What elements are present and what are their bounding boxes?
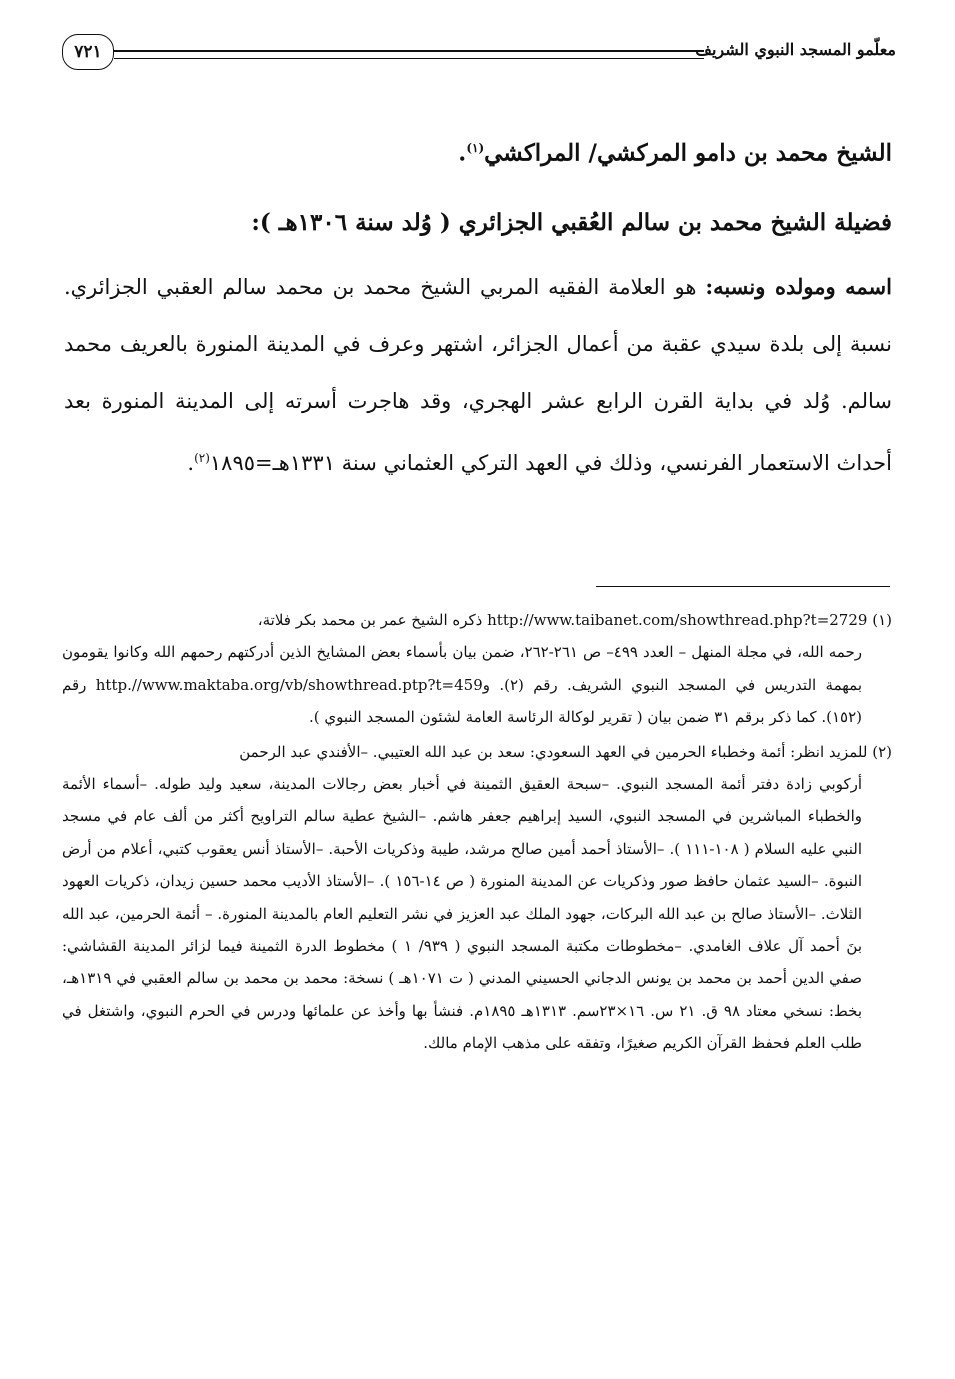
body-paragraph	[64, 258, 892, 492]
footnote-ref-2[interactable]: (٢)	[194, 451, 210, 465]
running-header	[62, 34, 896, 74]
footnote-1-mark: (١)	[872, 611, 892, 629]
paragraph-lead: اسمه ومولده ونسبه:	[705, 274, 892, 299]
heading-1-text: الشيخ محمد بن دامو المركشي/ المراكشي	[484, 139, 892, 167]
section-heading-2: فضيلة الشيخ محمد بن سالم العُقبي الجزائري ( وُلد سنة ١٣٠٦هـ ):	[251, 209, 892, 236]
footnote-ref-1[interactable]: (١)	[466, 141, 485, 155]
footnote-2-body: أركوبي زادة دفتر أئمة المسجد النبوي. –سبحة العقيق الثمينة في أخبار بعض رجالات المدينة، سعيد وليد طوله. –أسماء الأئمة والخطباء المباشرين في المسجد النبوي، السيد إبراهيم جعفر هاشم. –الشيخ عطية سالم التراويح أكثر من ألف عام في مسجد النبي عليه السلام ( ١٠٨-١١١ ). –الأستاذ أحمد أمين صالح مرشد، طيبة وذكريات الأحبة. –الأستاذ أنس يعقوب كتبي، أعلام من أرض النبوة. –السيد عثمان حافظ صور وذكريات عن المدينة المنورة ( ص ١٤-١٥٦ ). –الأستاذ الأديب محمد حسين زيدان، ذكريات العهود الثلاث. –الأستاذ صالح بن عبد الله البركات، جهود الملك عبد العزيز في نشر التعليم العام بالمدينة المنورة. – أئمة الحرمين، عبد الله بنَ أحمد آل علاف الغامدي. –مخطوطات مكتبة المسجد النبوي ( ٩٣٩/ ١ ) مخطوط الدرة الثمينة فيما لزائر المدينة القشاشي: صفي الدين أحمد بن محمد بن يونس الدجاني الحسيني المدني ( ت ١٠٧١هـ ) نسخة: محمد بن محمد بن سالم العقبي في ١٣١٩هـ، بخط: نسخي معتاد ٩٨ ق. ٢١ س. ١٦×٢٣سم. ١٣١٣هـ ١٨٩٥م. فنشأ بها وأخذ عن علمائها ودرس في الحرم النبوي، واشتغل في طلب العلم فحفظ القرآن الكريم صغيرًا، وتفقه على مذهب الإمام مالك.	[62, 775, 863, 1053]
footnote-2-mark: (٢)	[872, 742, 892, 761]
footnote-2-first-text: للمزيد انظر: أئمة وخطباء الحرمين في العهد السعودي: سعد بن عبد الله العتيبي. –الأفندي عبد الرحمن	[239, 742, 868, 761]
footnote-1-body: رحمه الله، في مجلة المنهل – العدد ٤٩٩– ص ٢٦١-٢٦٢، ضمن بيان بأسماء بعض المشايخ الذين أدركتهم رحمهم الله وكانوا يقومون بمهمة التدريس في المسجد النبوي الشريف. رقم (٢). وhttp.//www.maktaba.org/vb/showthread.ptp?t=459 رقم (١٥٢). كما ذكر برقم ٣١ ضمن بيان ( تقرير لوكالة الرئاسة العامة لشئون المسجد النبوي ).	[62, 643, 863, 727]
paragraph-end: .	[187, 451, 195, 475]
footnote-separator	[596, 586, 890, 587]
running-title: معلّمو المسجد النبوي الشريف	[695, 40, 896, 59]
footnote-1	[62, 604, 892, 734]
footnote-2	[62, 736, 892, 1060]
footnote-2-first-line	[62, 736, 892, 768]
paragraph-text: هو العلامة الفقيه المربي الشيخ محمد بن محمد سالم العقبي الجزائري. نسبة إلى بلدة سيدي عقبة من أعمال الجزائر، اشتهر وعرف في المدينة المنورة بالعريف محمد سالم. وُلد في بداية القرن الرابع عشر الهجري، وقد هاجرت أسرته إلى المدينة المنورة بعد أحداث الاستعمار الفرنسي، وذلك في العهد التركي العثماني سنة ١٣٣١هـ=١٨٩٥	[64, 275, 892, 475]
section-heading-1	[458, 134, 892, 168]
footnote-1-first-text: http://www.taibanet.com/showthread.php?t=2729 ذكره الشيخ عمر بن محمد بكر فلاتة،	[257, 611, 868, 629]
footnote-1-first-line	[62, 604, 892, 636]
page-number: ٧٢١	[62, 34, 114, 70]
header-rule	[114, 50, 704, 59]
heading-1-end: .	[458, 139, 467, 167]
footnotes	[62, 604, 892, 1062]
